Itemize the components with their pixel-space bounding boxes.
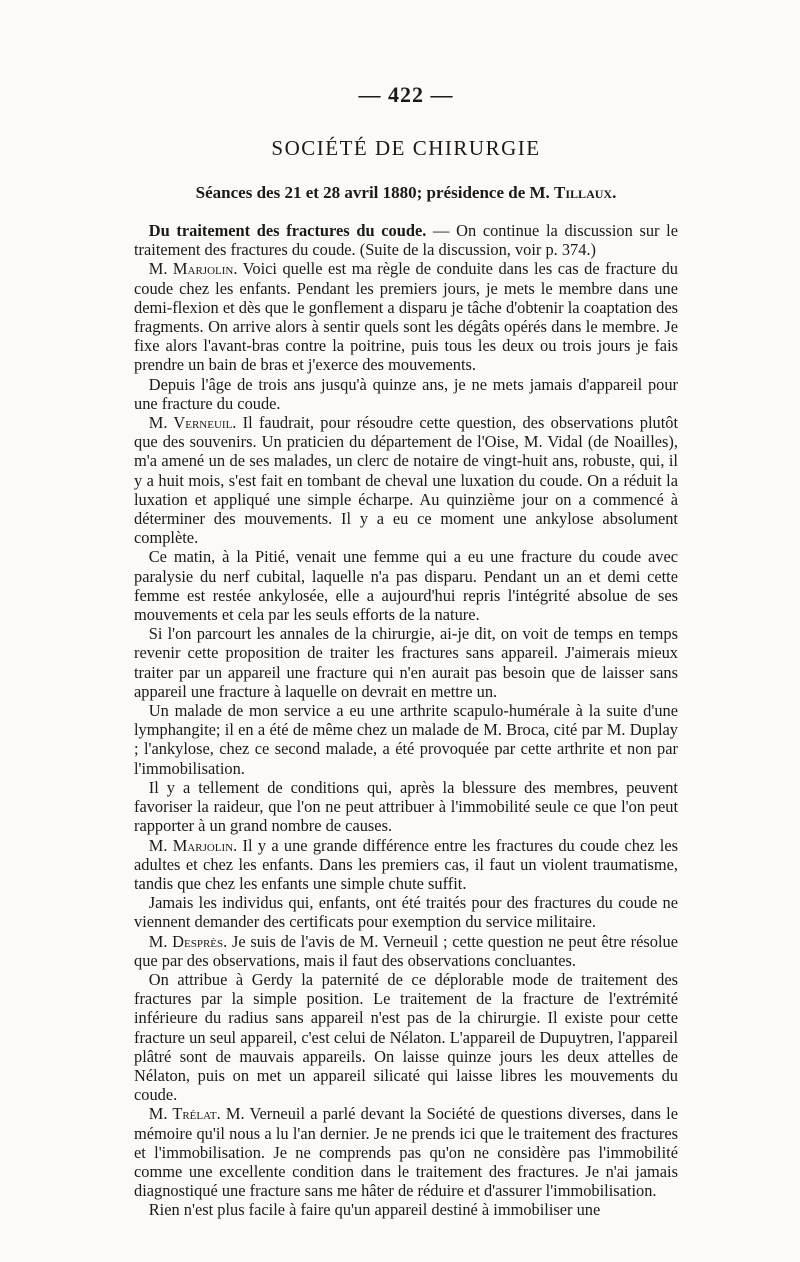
paragraph-text: On attribue à Gerdy la paternité de ce déplorable mode de traitement des fractures par la simple position. Le traitement de la fracture de l'extrémité inférieure du radius sans appareil n'est pas de la chirurgie. Il existe pour cette fracture un seul appareil, c'est celui de Nélaton. L'appareil de Dupuytren, l'appareil plâtré sont de mauvais appareils. On laisse quinze jours les deux attelles de Nélaton, puis on met un appareil silicaté qui laisse libres les mouvements du coude. <box>134 969 678 1105</box>
paragraph-text: Il y a tellement de conditions qui, après la blessure des membres, peuvent favoriser la raideur, que l'on ne peut attribuer à l'immobilité seule ce que l'on peut rapporter à un grand nombre de causes. <box>134 777 678 836</box>
article-heading: Du traitement des fractures du coude. <box>148 221 427 240</box>
sessions-end: . <box>612 183 617 202</box>
paragraph <box>134 701 678 778</box>
paragraph-text: Si l'on parcourt les annales de la chirurgie, ai-je dit, on voit de temps en temps revenir cette proposition de traiter les fractures sans appareil. J'aimerais mieux traiter par un appareil une fracture qui n'en aurait pas besoin que de laisser sans appareil une fracture à laquelle on devrait en mettre un. <box>134 624 678 701</box>
paragraph-text: Depuis l'âge de trois ans jusqu'à quinze ans, je ne mets jamais d'appareil pour une fracture du coude. <box>134 374 678 413</box>
paragraph <box>134 970 678 1104</box>
page-number: — 422 — <box>358 82 454 107</box>
paragraph <box>134 375 678 413</box>
paragraph <box>134 259 678 374</box>
speaker-name: M. Marjolin. <box>148 835 238 855</box>
paragraph-list <box>134 259 678 1219</box>
speaker-name: M. Desprès. <box>148 931 228 951</box>
paragraph-text: Jamais les individus qui, enfants, ont été traités pour des fractures du coude ne viennent demander des certificats pour exemption du service militaire. <box>134 893 678 932</box>
paragraph <box>134 836 678 894</box>
speaker-name: M. Verneuil. <box>148 413 237 433</box>
article-body <box>134 221 678 1220</box>
paragraph-text: Je suis de l'avis de M. Verneuil ; cette question ne peut être résolue que par des observations, mais il faut des observations concluantes. <box>134 931 678 970</box>
paragraph <box>134 1104 678 1200</box>
paragraph-text: Rien n'est plus facile à faire qu'un appareil destiné à immobiliser une <box>148 1200 601 1220</box>
paragraph <box>134 547 678 624</box>
paragraph <box>134 932 678 970</box>
speaker-name: M. Marjolin. <box>148 259 238 279</box>
article-heading-rest: — On continue la discussion sur le traitement des fractures du coude. (Suite de la discussion, voir p. 374.) <box>134 221 678 260</box>
society-title: SOCIÉTÉ DE CHIRURGIE <box>271 136 541 160</box>
sessions-text: Séances des 21 et 28 avril 1880; présidence de M. <box>195 183 555 202</box>
article-intro <box>134 221 678 259</box>
paragraph-text: Ce matin, à la Pitié, venait une femme qui a eu une fracture du coude avec paralysie du nerf cubital, laquelle n'a pas disparu. Pendant un an et demi cette femme est restée ankylosée, elle a aujourd'hui repris l'intégrité absolue de ses mouvements et cela par les seuls efforts de la nature. <box>134 547 678 625</box>
paragraph <box>134 778 678 836</box>
paragraph-text: Voici quelle est ma règle de conduite dans les cas de fracture du coude chez les enfants. Pendant les premiers jours, je mets le membre dans une demi-flexion et dès que le gonflement a disparu je tâche d'obtenir la coaptation des fragments. On arrive alors à sentir quels sont les dégâts opérés dans le membre. Je fixe alors l'avant-bras contre la poitrine, puis tous les deux ou trois jours je fais prendre un bain de bras et j'exerce des mouvements. <box>134 259 678 375</box>
paragraph-text: M. Verneuil a parlé devant la Société de questions diverses, dans le mémoire qu'il nous a lu l'an dernier. Je ne prends ici que le traitement des fractures et l'immobilisation. Je ne comprends pas qu'on ne considère pas l'immobilité comme une excellente condition dans le traitement des fractures. Je n'ai jamais diagnostiqué une fracture sans me hâter de réduire et d'assurer l'immobilisation. <box>134 1104 678 1201</box>
sessions-line <box>134 183 678 203</box>
speaker-name: M. Trélat. <box>148 1104 221 1124</box>
president-name: Tillaux <box>554 183 613 202</box>
paragraph <box>134 624 678 701</box>
paragraph-text: Un malade de mon service a eu une arthrite scapulo-humérale à la suite d'une lymphangite; il en a été de même chez un malade de M. Broca, cité par M. Duplay ; l'ankylose, chez ce second malade, a été provoquée par cette arthrite et non par l'immobilisation. <box>134 701 678 778</box>
paragraph <box>134 413 678 547</box>
paragraph-text: Il y a une grande différence entre les fractures du coude chez les adultes et chez les enfants. Dans les premiers cas, il faut un violent traumatisme, tandis que chez les enfants une simple chute suffit. <box>134 835 678 893</box>
paragraph <box>134 1200 678 1219</box>
paragraph-text: Il faudrait, pour résoudre cette question, des observations plutôt que des souvenirs. Un praticien du département de l'Oise, M. Vidal (de Noailles), m'a amené un de ses malades, un clerc de notaire de vingt-huit ans, robuste, qui, il y a huit mois, s'est fait en tombant de cheval une luxation du coude. On a réduit la luxation et appliqué une simple écharpe. Au quinzième jour on a commencé à déterminer des mouvements. Il y a eu ce moment une ankylose absolument complète. <box>134 413 678 548</box>
paragraph <box>134 893 678 931</box>
